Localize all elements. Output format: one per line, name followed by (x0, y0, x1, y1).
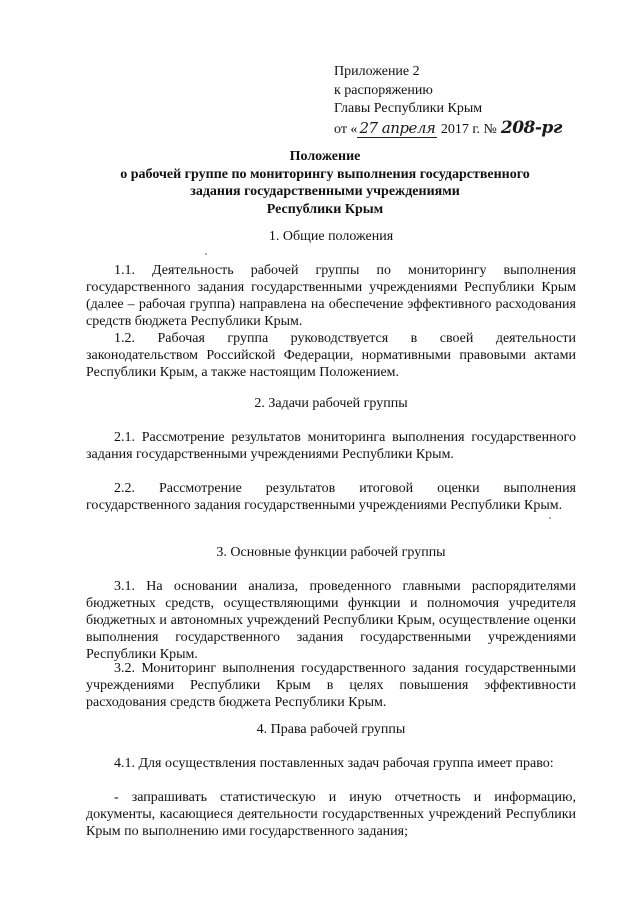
appendix-date-line (334, 119, 562, 140)
scan-speck (549, 517, 551, 519)
handwritten-date: 27 апреля (359, 118, 436, 137)
title-line-3: задания государственными учреждениями (190, 184, 460, 199)
appendix-line-3: Главы Республики Крым (334, 101, 483, 116)
paragraph-1-1: 1.1. Деятельность рабочей группы по мониторингу выполнения государственного задания государственными учреждениями Республики Крым (далее – рабочая группа) направлена на обеспечение эффективного расходования средств бюджета Республики Крым. (86, 263, 576, 329)
title-line-2: о рабочей группе по мониторингу выполнения государственного (120, 166, 530, 182)
paragraph-3-1: 3.1. На основании анализа, проведенного главными распорядителями бюджетных средств, осуществляющими функции и полномочия учредителя бюджетных и автономных учреждений Республики Крым, осуществление оценки выполнения государственного задания государственными учреждениями Республики Крым. (86, 579, 576, 662)
title-line-4: Республики Крым (266, 201, 384, 217)
appendix-line-1: Приложение 2 (334, 64, 420, 79)
handwritten-number: 208-рг (500, 117, 562, 138)
section-3-heading: 3. Основные функции рабочей группы (216, 545, 446, 560)
document-title (90, 148, 560, 218)
date-prefix: от « (334, 121, 358, 137)
paragraph-1-2: 1.2. Рабочая группа руководствуется в своей деятельности законодательством Российской Федерации, нормативными правовыми актами Республики Крым, а также настоящим Положением. (86, 331, 576, 380)
paragraph-2-2: 2.2. Рассмотрение результатов итоговой оценки выполнения государственного задания государственными учреждениями Республики Крым. (86, 481, 576, 513)
appendix-line-2: к распоряжению (334, 82, 433, 98)
paragraph-4-1-item: - запрашивать статистическую и иную отчетность и информацию, документы, касающиеся деятельности государственных учреждений Республики Крым по выполнению ими государственного задания; (86, 790, 576, 839)
paragraph-4-1: 4.1. Для осуществления поставленных задач рабочая группа имеет право: (114, 756, 554, 771)
paragraph-3-2: 3.2. Мониторинг выполнения государственного задания государственными учреждениями Республики Крым в целях повышения эффективности расходования средств бюджета Республики Крым. (86, 661, 576, 710)
paragraph-2-1: 2.1. Рассмотрение результатов мониторинга выполнения государственного задания государственными учреждениями Республики Крым. (86, 430, 576, 462)
title-line-1: Положение (289, 149, 361, 164)
section-1-heading: 1. Общие положения (268, 229, 394, 244)
scan-speck (205, 253, 207, 255)
section-4-heading: 4. Права рабочей группы (256, 722, 406, 737)
date-year: 2017 г. № (437, 121, 497, 137)
appendix-block (334, 63, 562, 139)
section-2-heading: 2. Задачи рабочей группы (254, 396, 408, 411)
